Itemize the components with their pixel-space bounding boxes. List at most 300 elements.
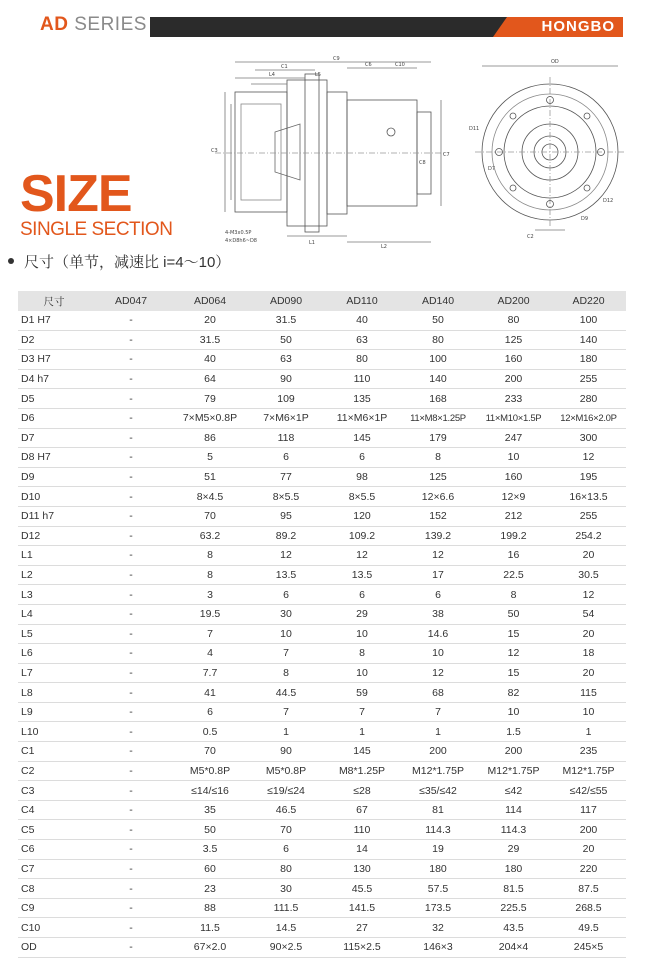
- table-cell: 6: [248, 448, 324, 468]
- table-cell: 50: [172, 820, 248, 840]
- table-cell: 8: [476, 585, 551, 605]
- label-c9: C9: [333, 56, 340, 62]
- table-cell: -: [90, 918, 172, 938]
- table-row: [18, 761, 626, 781]
- table-cell: 200: [400, 742, 476, 762]
- table-cell: -: [90, 526, 172, 546]
- table-cell: 86: [172, 428, 248, 448]
- table-row: [18, 526, 626, 546]
- header-bar: [150, 17, 623, 37]
- table-cell: 29: [324, 604, 400, 624]
- technical-drawing: [205, 52, 635, 252]
- table-cell: 7×M5×0.8P: [172, 408, 248, 428]
- table-cell: 3.5: [172, 840, 248, 860]
- table-cell: 139.2: [400, 526, 476, 546]
- label-d7: D7: [488, 166, 496, 172]
- table-cell: M5*0.8P: [172, 761, 248, 781]
- table-cell: -: [90, 938, 172, 958]
- table-cell: 67×2.0: [172, 938, 248, 958]
- table-row: [18, 663, 626, 683]
- table-row: [18, 859, 626, 879]
- column-header: AD047: [90, 291, 172, 311]
- table-cell: 180: [400, 859, 476, 879]
- table-cell: 50: [248, 330, 324, 350]
- table-cell: -: [90, 428, 172, 448]
- table-cell: 46.5: [248, 800, 324, 820]
- table-cell: -: [90, 330, 172, 350]
- table-cell: 1: [400, 722, 476, 742]
- table-cell: -: [90, 487, 172, 507]
- table-cell: 1.5: [476, 722, 551, 742]
- table-cell: 12: [476, 644, 551, 664]
- table-cell: 160: [476, 350, 551, 370]
- table-cell: 20: [551, 624, 626, 644]
- table-cell: 141.5: [324, 898, 400, 918]
- table-cell: 8×4.5: [172, 487, 248, 507]
- table-row: [18, 369, 626, 389]
- table-cell: 200: [476, 369, 551, 389]
- table-cell: 268.5: [551, 898, 626, 918]
- table-cell: ≤42/≤55: [551, 781, 626, 801]
- table-cell: 114.3: [476, 820, 551, 840]
- table-cell: 180: [476, 859, 551, 879]
- table-cell: -: [90, 546, 172, 566]
- table-cell: 18: [551, 644, 626, 664]
- series-word: SERIES: [74, 14, 147, 35]
- table-cell: 109.2: [324, 526, 400, 546]
- series-title: [40, 14, 147, 36]
- table-cell: 8: [400, 448, 476, 468]
- brand-logo: HONGBO: [541, 18, 615, 35]
- table-cell: 220: [551, 859, 626, 879]
- table-row: [18, 800, 626, 820]
- table-cell: 204×4: [476, 938, 551, 958]
- table-cell: 16: [476, 546, 551, 566]
- row-label: C9: [18, 898, 90, 918]
- table-cell: 63: [248, 350, 324, 370]
- table-row: [18, 467, 626, 487]
- row-label: L9: [18, 702, 90, 722]
- table-cell: 12: [551, 448, 626, 468]
- table-cell: 110: [324, 369, 400, 389]
- column-header: AD090: [248, 291, 324, 311]
- table-cell: 125: [400, 467, 476, 487]
- row-label: C1: [18, 742, 90, 762]
- label-note1: 4-M3x0.5P: [225, 230, 252, 236]
- table-cell: 20: [551, 663, 626, 683]
- table-cell: 88: [172, 898, 248, 918]
- table-cell: -: [90, 467, 172, 487]
- table-cell: 20: [551, 546, 626, 566]
- table-cell: 7: [248, 644, 324, 664]
- table-cell: 140: [551, 330, 626, 350]
- table-cell: 98: [324, 467, 400, 487]
- table-cell: 35: [172, 800, 248, 820]
- table-row: [18, 565, 626, 585]
- table-cell: 100: [551, 311, 626, 330]
- table-cell: -: [90, 369, 172, 389]
- row-label: L8: [18, 683, 90, 703]
- row-label: C8: [18, 879, 90, 899]
- bullet-icon: [8, 258, 14, 264]
- row-label: C7: [18, 859, 90, 879]
- label-c1: C1: [281, 64, 288, 70]
- input-flange-outline: [235, 92, 287, 212]
- table-cell: 6: [324, 448, 400, 468]
- table-cell: -: [90, 350, 172, 370]
- table-cell: 12×M16×2.0P: [551, 408, 626, 428]
- table-cell: 14.5: [248, 918, 324, 938]
- table-cell: 1: [551, 722, 626, 742]
- table-cell: M12*1.75P: [400, 761, 476, 781]
- table-cell: 6: [248, 840, 324, 860]
- series-code: AD: [40, 14, 69, 35]
- table-cell: -: [90, 898, 172, 918]
- label-d12: D12: [603, 198, 614, 204]
- row-label: L5: [18, 624, 90, 644]
- table-cell: 20: [172, 311, 248, 330]
- section-note-text: 尺寸（单节，减速比 i=4～10）: [24, 254, 231, 271]
- row-label: C2: [18, 761, 90, 781]
- table-cell: 255: [551, 506, 626, 526]
- table-cell: 80: [248, 859, 324, 879]
- table-cell: 22.5: [476, 565, 551, 585]
- table-cell: 8: [172, 546, 248, 566]
- table-row: [18, 428, 626, 448]
- table-cell: 7: [324, 702, 400, 722]
- table-cell: -: [90, 663, 172, 683]
- table-cell: 12: [400, 546, 476, 566]
- row-label: D3 H7: [18, 350, 90, 370]
- table-cell: 199.2: [476, 526, 551, 546]
- size-title: SIZE: [20, 165, 132, 223]
- table-cell: -: [90, 879, 172, 899]
- table-cell: 10: [476, 702, 551, 722]
- table-cell: 70: [172, 506, 248, 526]
- table-cell: 40: [324, 311, 400, 330]
- row-label: D7: [18, 428, 90, 448]
- table-cell: 146×3: [400, 938, 476, 958]
- table-cell: 200: [551, 820, 626, 840]
- size-subtitle: SINGLE SECTION: [20, 219, 173, 240]
- table-cell: -: [90, 840, 172, 860]
- table-cell: 125: [476, 330, 551, 350]
- table-cell: 10: [324, 663, 400, 683]
- label-l4: L4: [269, 72, 275, 78]
- table-cell: 79: [172, 389, 248, 409]
- table-cell: 89.2: [248, 526, 324, 546]
- table-cell: ≤28: [324, 781, 400, 801]
- table-cell: 245×5: [551, 938, 626, 958]
- table-row: [18, 350, 626, 370]
- label-d11: D11: [469, 126, 480, 132]
- table-cell: 120: [324, 506, 400, 526]
- table-row: [18, 683, 626, 703]
- table-row: [18, 898, 626, 918]
- label-l2: L2: [381, 244, 387, 250]
- table-row: [18, 389, 626, 409]
- table-row: [18, 840, 626, 860]
- table-cell: 140: [400, 369, 476, 389]
- table-cell: 82: [476, 683, 551, 703]
- table-cell: 8: [172, 565, 248, 585]
- row-label: C6: [18, 840, 90, 860]
- table-cell: 41: [172, 683, 248, 703]
- table-cell: 7.7: [172, 663, 248, 683]
- table-cell: 145: [324, 742, 400, 762]
- table-cell: 90×2.5: [248, 938, 324, 958]
- table-cell: 12×9: [476, 487, 551, 507]
- label-l5: L5: [315, 72, 321, 78]
- table-header-row: [18, 291, 626, 311]
- table-cell: 200: [476, 742, 551, 762]
- row-label: C3: [18, 781, 90, 801]
- table-cell: 67: [324, 800, 400, 820]
- table-cell: 168: [400, 389, 476, 409]
- label-note2: 4×D8h6~D8: [225, 238, 257, 244]
- table-cell: 12: [248, 546, 324, 566]
- table-cell: 31.5: [172, 330, 248, 350]
- table-cell: 63.2: [172, 526, 248, 546]
- table-cell: 64: [172, 369, 248, 389]
- table-cell: 12×6.6: [400, 487, 476, 507]
- table-cell: -: [90, 448, 172, 468]
- column-header: AD110: [324, 291, 400, 311]
- table-cell: 160: [476, 467, 551, 487]
- table-cell: 15: [476, 663, 551, 683]
- row-label: D6: [18, 408, 90, 428]
- table-cell: 7×M6×1P: [248, 408, 324, 428]
- table-cell: 57.5: [400, 879, 476, 899]
- table-cell: 31.5: [248, 311, 324, 330]
- table-cell: 11×M6×1P: [324, 408, 400, 428]
- table-cell: 14.6: [400, 624, 476, 644]
- row-label: D10: [18, 487, 90, 507]
- table-cell: 30: [248, 879, 324, 899]
- table-cell: -: [90, 585, 172, 605]
- table-cell: M8*1.25P: [324, 761, 400, 781]
- table-cell: 80: [324, 350, 400, 370]
- coupling-outline: [275, 124, 300, 180]
- table-cell: 10: [476, 448, 551, 468]
- table-cell: 87.5: [551, 879, 626, 899]
- row-label: L3: [18, 585, 90, 605]
- table-cell: -: [90, 506, 172, 526]
- table-row: [18, 506, 626, 526]
- table-cell: 7: [400, 702, 476, 722]
- table-cell: 6: [248, 585, 324, 605]
- table-cell: 6: [172, 702, 248, 722]
- row-label: L7: [18, 663, 90, 683]
- table-cell: 44.5: [248, 683, 324, 703]
- table-cell: 145: [324, 428, 400, 448]
- table-cell: 15: [476, 624, 551, 644]
- row-label: D8 H7: [18, 448, 90, 468]
- table-cell: 38: [400, 604, 476, 624]
- table-row: [18, 722, 626, 742]
- table-cell: M12*1.75P: [476, 761, 551, 781]
- table-cell: -: [90, 800, 172, 820]
- table-cell: 7: [172, 624, 248, 644]
- label-c3: C3: [211, 148, 218, 154]
- table-cell: 59: [324, 683, 400, 703]
- table-cell: 54: [551, 604, 626, 624]
- table-cell: -: [90, 624, 172, 644]
- label-d9: D9: [581, 216, 589, 222]
- table-cell: 80: [476, 311, 551, 330]
- table-cell: 14: [324, 840, 400, 860]
- table-cell: 70: [248, 820, 324, 840]
- table-cell: ≤42: [476, 781, 551, 801]
- table-cell: 11×M8×1.25P: [400, 408, 476, 428]
- table-cell: 50: [400, 311, 476, 330]
- label-c7: C7: [443, 152, 450, 158]
- table-row: [18, 585, 626, 605]
- table-cell: ≤35/≤42: [400, 781, 476, 801]
- table-cell: 51: [172, 467, 248, 487]
- table-row: [18, 311, 626, 330]
- column-header: AD140: [400, 291, 476, 311]
- table-cell: -: [90, 683, 172, 703]
- label-c2: C2: [527, 234, 534, 240]
- table-row: [18, 918, 626, 938]
- table-cell: 10: [248, 624, 324, 644]
- table-row: [18, 487, 626, 507]
- row-label: C5: [18, 820, 90, 840]
- table-cell: -: [90, 389, 172, 409]
- table-cell: 179: [400, 428, 476, 448]
- table-cell: 11×M10×1.5P: [476, 408, 551, 428]
- table-cell: 100: [400, 350, 476, 370]
- table-row: [18, 408, 626, 428]
- table-row: [18, 702, 626, 722]
- table-row: [18, 448, 626, 468]
- table-cell: -: [90, 408, 172, 428]
- table-cell: 11.5: [172, 918, 248, 938]
- table-cell: -: [90, 820, 172, 840]
- table-cell: 280: [551, 389, 626, 409]
- table-row: [18, 879, 626, 899]
- table-cell: 10: [551, 702, 626, 722]
- row-label: C10: [18, 918, 90, 938]
- table-cell: 43.5: [476, 918, 551, 938]
- table-cell: 114.3: [400, 820, 476, 840]
- table-cell: 20: [551, 840, 626, 860]
- table-cell: 19: [400, 840, 476, 860]
- column-header: 尺寸: [18, 291, 90, 311]
- table-cell: 1: [324, 722, 400, 742]
- table-cell: 60: [172, 859, 248, 879]
- table-cell: -: [90, 761, 172, 781]
- table-row: [18, 781, 626, 801]
- spec-table: [18, 291, 626, 958]
- table-cell: 19.5: [172, 604, 248, 624]
- table-cell: 180: [551, 350, 626, 370]
- table-cell: M12*1.75P: [551, 761, 626, 781]
- table-cell: 3: [172, 585, 248, 605]
- table-cell: 12: [324, 546, 400, 566]
- label-c10: C10: [395, 62, 405, 68]
- table-cell: 12: [551, 585, 626, 605]
- table-cell: 152: [400, 506, 476, 526]
- row-label: L6: [18, 644, 90, 664]
- table-cell: 6: [400, 585, 476, 605]
- row-label: L2: [18, 565, 90, 585]
- table-cell: 30.5: [551, 565, 626, 585]
- table-cell: -: [90, 565, 172, 585]
- table-cell: 114: [476, 800, 551, 820]
- table-cell: 7: [248, 702, 324, 722]
- table-cell: ≤14/≤16: [172, 781, 248, 801]
- table-cell: 300: [551, 428, 626, 448]
- table-cell: 8: [248, 663, 324, 683]
- label-c6: C6: [365, 62, 372, 68]
- column-header: AD200: [476, 291, 551, 311]
- table-cell: 40: [172, 350, 248, 370]
- table-cell: 23: [172, 879, 248, 899]
- table-cell: 81: [400, 800, 476, 820]
- table-cell: 235: [551, 742, 626, 762]
- table-cell: 111.5: [248, 898, 324, 918]
- row-label: OD: [18, 938, 90, 958]
- table-cell: 68: [400, 683, 476, 703]
- row-label: D12: [18, 526, 90, 546]
- table-cell: 233: [476, 389, 551, 409]
- table-row: [18, 742, 626, 762]
- table-cell: 80: [400, 330, 476, 350]
- table-cell: 29: [476, 840, 551, 860]
- table-row: [18, 644, 626, 664]
- table-row: [18, 604, 626, 624]
- table-cell: 10: [324, 624, 400, 644]
- table-cell: 70: [172, 742, 248, 762]
- table-cell: 63: [324, 330, 400, 350]
- row-label: L1: [18, 546, 90, 566]
- row-label: L4: [18, 604, 90, 624]
- table-cell: -: [90, 702, 172, 722]
- table-cell: 225.5: [476, 898, 551, 918]
- table-cell: 212: [476, 506, 551, 526]
- row-label: D1 H7: [18, 311, 90, 330]
- table-cell: 95: [248, 506, 324, 526]
- table-cell: 195: [551, 467, 626, 487]
- table-cell: 117: [551, 800, 626, 820]
- table-cell: 13.5: [248, 565, 324, 585]
- table-cell: -: [90, 311, 172, 330]
- table-cell: -: [90, 859, 172, 879]
- table-cell: 118: [248, 428, 324, 448]
- table-row: [18, 820, 626, 840]
- table-cell: 10: [400, 644, 476, 664]
- section-note: [8, 251, 230, 272]
- table-row: [18, 938, 626, 958]
- table-cell: -: [90, 781, 172, 801]
- table-cell: 110: [324, 820, 400, 840]
- table-cell: 90: [248, 742, 324, 762]
- table-cell: 45.5: [324, 879, 400, 899]
- table-cell: 50: [476, 604, 551, 624]
- table-cell: 49.5: [551, 918, 626, 938]
- label-od: OD: [551, 59, 559, 65]
- table-cell: -: [90, 742, 172, 762]
- table-cell: -: [90, 604, 172, 624]
- table-cell: 27: [324, 918, 400, 938]
- column-header: AD064: [172, 291, 248, 311]
- row-label: L10: [18, 722, 90, 742]
- table-cell: 135: [324, 389, 400, 409]
- table-row: [18, 624, 626, 644]
- row-label: D5: [18, 389, 90, 409]
